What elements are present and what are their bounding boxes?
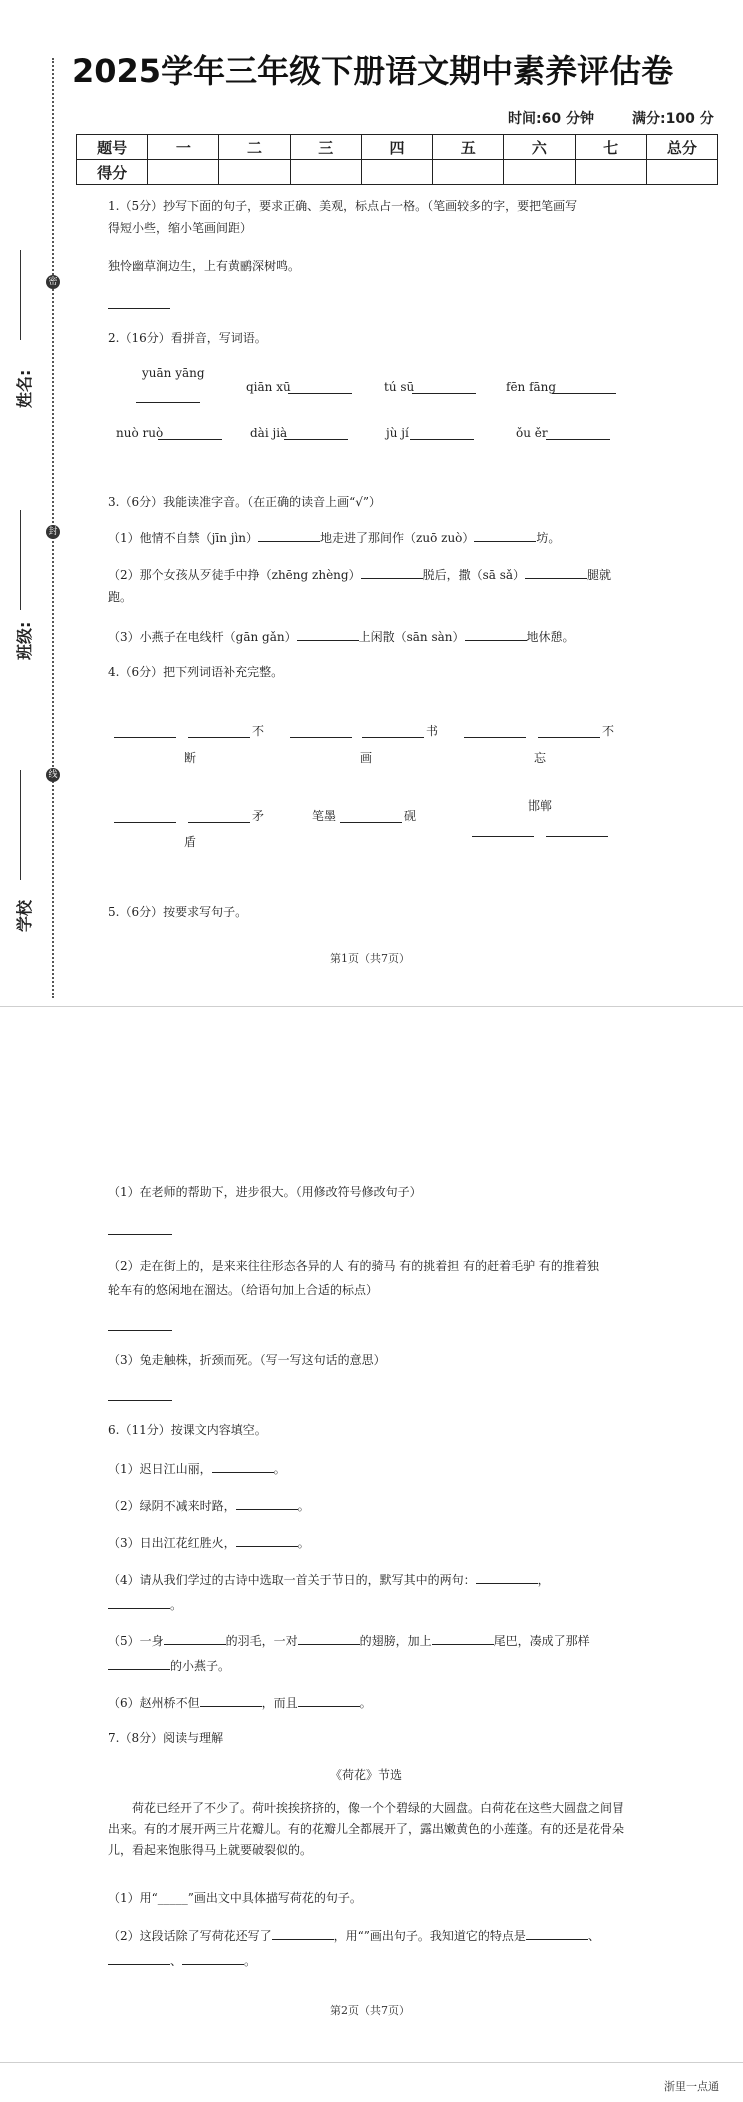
q7-passage-title: 《荷花》节选 [330, 1768, 403, 1782]
q6-item5-line2 [108, 1655, 230, 1676]
q6-answer-blank[interactable] [236, 1532, 298, 1547]
q4-blank[interactable] [114, 822, 176, 823]
q5-item-3: （3）兔走触株，折颈而死。（写一写这句话的意思） [108, 1353, 386, 1367]
name-line [20, 250, 21, 340]
q6-item5-e: 的小燕子。 [170, 1659, 231, 1673]
score-cell: 五 [433, 135, 504, 160]
q4-char: 断 [184, 751, 197, 765]
score-input-cell[interactable] [504, 160, 575, 185]
q6-item5-a: （5）一身 [108, 1634, 164, 1648]
q6-item-5 [108, 1630, 590, 1651]
q1-answer-line[interactable] [108, 308, 170, 309]
q2-answer-line[interactable] [158, 439, 222, 440]
q2-pinyin: dài jià [250, 426, 288, 440]
q6-item5-d: 尾巴，凑成了那样 [493, 1634, 590, 1648]
q2-answer-line[interactable] [288, 393, 352, 394]
q6-answer-blank[interactable] [476, 1569, 538, 1584]
q6-item1-text: （1）迟日江山丽， [108, 1462, 212, 1476]
q3-answer-blank[interactable] [474, 527, 536, 542]
q6-period: 。 [297, 1499, 310, 1513]
q4-blank[interactable] [362, 737, 424, 738]
q4-char: 砚 [404, 809, 417, 823]
q4-blank[interactable] [538, 737, 600, 738]
q4-char: 画 [360, 751, 373, 765]
q6-period: 。 [273, 1462, 286, 1476]
q4-char: 矛 [252, 809, 265, 823]
q4-handan: 邯郸 [528, 799, 553, 813]
q6-answer-blank[interactable] [432, 1630, 494, 1645]
score-table [76, 134, 718, 185]
score-input-cell[interactable] [148, 160, 219, 185]
q4-blank[interactable] [472, 836, 534, 837]
seal-mi: 密 [46, 275, 60, 289]
score-cell: 题号 [77, 135, 148, 160]
q2-prompt: 2.（16分）看拼音，写词语。 [108, 331, 267, 345]
q6-answer-blank[interactable] [164, 1630, 226, 1645]
score-cell: 七 [575, 135, 646, 160]
q3-item-1 [108, 527, 560, 548]
q3-item1-end: 坊。 [536, 531, 561, 545]
q2-pinyin: qiān xū [246, 380, 291, 394]
q4-char: 忘 [534, 751, 547, 765]
q2-pinyin: nuò ruò [116, 426, 164, 440]
q6-item6-a: （6）赵州桥不但 [108, 1696, 200, 1710]
score-cell: 总分 [646, 135, 717, 160]
q6-answer-blank[interactable] [108, 1594, 170, 1609]
q6-prompt: 6.（11分）按课文内容填空。 [108, 1423, 267, 1437]
q4-prompt: 4.（6分）把下列词语补充完整。 [108, 665, 284, 679]
score-cell: 六 [504, 135, 575, 160]
seal-xian: 线 [46, 768, 60, 782]
page-divider [0, 1006, 743, 1007]
q3-prompt: 3.（6分）我能读准字音。（在正确的读音上画“√”） [108, 495, 382, 509]
seal-feng: 封 [46, 525, 60, 539]
q7-item2-c: 、 [587, 1929, 600, 1943]
watermark-text: 浙里一点通 [664, 2080, 719, 2093]
q7-item2-b: ，用“”画出句子。我知道它的特点是 [333, 1929, 526, 1943]
q3-item-3 [108, 626, 575, 647]
q6-answer-blank[interactable] [108, 1655, 170, 1670]
q3-answer-blank[interactable] [297, 626, 359, 641]
q2-pinyin: ǒu ěr [516, 426, 548, 440]
q7-answer-blank[interactable] [272, 1925, 334, 1940]
name-label: 姓名: [15, 369, 34, 408]
q3-answer-blank[interactable] [361, 564, 423, 579]
q6-answer-blank[interactable] [298, 1692, 360, 1707]
q4-blank[interactable] [188, 822, 250, 823]
q6-item2-text: （2）绿阴不减来时路， [108, 1499, 236, 1513]
q6-answer-blank[interactable] [236, 1495, 298, 1510]
q4-blank[interactable] [464, 737, 526, 738]
q2-pinyin: jù jí [386, 426, 409, 440]
q5-answer-line[interactable] [108, 1330, 172, 1331]
q3-item3-end: 地休憩。 [526, 630, 575, 644]
q6-period: 。 [359, 1696, 372, 1710]
q4-blank[interactable] [546, 836, 608, 837]
q5-answer-line[interactable] [108, 1400, 172, 1401]
q2-pinyin: yuān yāng [142, 366, 205, 380]
q4-bimo: 笔墨 [312, 809, 337, 823]
page-divider [0, 2062, 743, 2063]
q4-char: 不 [602, 724, 615, 738]
q6-answer-blank[interactable] [212, 1458, 274, 1473]
q5-item-1: （1）在老师的帮助下，进步很大。（用修改符号修改句子） [108, 1185, 422, 1199]
score-cell: 二 [219, 135, 290, 160]
q6-answer-blank[interactable] [200, 1692, 262, 1707]
q6-item-3 [108, 1532, 310, 1553]
score-input-cell[interactable] [646, 160, 717, 185]
q3-item3-start: （3）小燕子在电线杆（gān gǎn） [108, 630, 297, 644]
q7-item-2 [108, 1925, 600, 1946]
q6-item3-text: （3）日出江花红胜火， [108, 1536, 236, 1550]
school-line [20, 770, 21, 880]
q6-item-6 [108, 1692, 372, 1713]
q2-answer-line[interactable] [284, 439, 348, 440]
q6-item-4 [108, 1569, 550, 1590]
score-cell: 得分 [77, 160, 148, 185]
score-input-cell[interactable] [361, 160, 432, 185]
score-cell: 三 [290, 135, 361, 160]
q7-passage: 荷花已经开了不少了。荷叶挨挨挤挤的，像一个个碧绿的大圆盘。白荷花在这些大圆盘之间冒出来。有的才展开两三片花瓣儿。有的花瓣儿全都展开了，露出嫩黄色的小莲蓬。有的还是花骨朵儿，看起来饱胀得马上就要破裂似的。 [108, 1801, 625, 1857]
q7-item-1: （1）用“_____”画出文中具体描写荷花的句子。 [108, 1891, 362, 1905]
q2-pinyin: fēn fāng [506, 380, 557, 394]
q6-item-1 [108, 1458, 286, 1479]
q3-item2-mid: 脱后，撒（sā sǎ） [422, 568, 526, 582]
q3-item3-mid: 上闲散（sān sàn） [358, 630, 465, 644]
q7-period: 。 [244, 1954, 257, 1968]
q7-item2-a: （2）这段话除了写荷花还写了 [108, 1929, 272, 1943]
q7-item2-line2 [108, 1950, 256, 1971]
q3-answer-blank[interactable] [465, 626, 527, 641]
page-number-2: 第2页（共7页） [330, 2004, 410, 2017]
q2-answer-line[interactable] [546, 439, 610, 440]
q7-answer-blank[interactable] [526, 1925, 588, 1940]
q2-pinyin: tú sū [384, 380, 415, 394]
q1-prompt-line2: 得短小些，缩小笔画间距） [108, 221, 253, 235]
q6-item5-b: 的羽毛，一对 [225, 1634, 298, 1648]
score-input-cell[interactable] [219, 160, 290, 185]
q4-char: 书 [426, 724, 439, 738]
q2-answer-line[interactable] [410, 439, 474, 440]
score-input-cell[interactable] [575, 160, 646, 185]
score-cell: 四 [361, 135, 432, 160]
score-input-cell[interactable] [433, 160, 504, 185]
full-score-label: 满分:100 分 [632, 111, 714, 127]
page-number-1: 第1页（共7页） [330, 952, 410, 965]
q4-char: 不 [252, 724, 265, 738]
q3-item-2 [108, 564, 611, 585]
q3-item2-start: （2）那个女孩从歹徒手中挣（zhēng zhèng） [108, 568, 361, 582]
q5-item2-line1: （2）走在街上的，是来来往往形态各异的人 有的骑马 有的挑着担 有的赶着毛驴 有的推着独 [108, 1259, 599, 1273]
q3-item1-mid: 地走进了那间作（zuō zuò） [320, 531, 475, 545]
class-line [20, 510, 21, 610]
q6-item5-c: 的翅膀，加上 [359, 1634, 432, 1648]
q7-item2-d: 、 [170, 1954, 183, 1968]
q5-answer-line[interactable] [108, 1234, 172, 1235]
q6-item4-line2 [108, 1594, 182, 1615]
score-cell: 一 [148, 135, 219, 160]
q4-char: 盾 [184, 835, 197, 849]
score-table-score-row [77, 160, 718, 185]
q3-answer-blank[interactable] [525, 564, 587, 579]
q1-sentence: 独怜幽草涧边生，上有黄鹂深树鸣。 [108, 259, 301, 273]
q1-prompt-line1: 1.（5分）抄写下面的句子，要求正确、美观，标点占一格。（笔画较多的字，要把笔画写 [108, 199, 578, 213]
q6-answer-blank[interactable] [298, 1630, 360, 1645]
score-input-cell[interactable] [290, 160, 361, 185]
q4-blank[interactable] [290, 737, 352, 738]
q7-answer-blank[interactable] [108, 1950, 170, 1965]
q6-period: 。 [297, 1536, 310, 1550]
q3-answer-blank[interactable] [258, 527, 320, 542]
q6-item-2 [108, 1495, 310, 1516]
q6-item6-b: ，而且 [261, 1696, 298, 1710]
q3-item2-end: 腿就 [587, 568, 612, 582]
class-label: 班级: [15, 621, 34, 660]
q4-blank[interactable] [114, 737, 176, 738]
q6-period: 。 [170, 1598, 183, 1612]
q3-item2-line2: 跑。 [108, 590, 133, 604]
q6-comma: ， [537, 1573, 550, 1587]
q5-item2-line2: 轮车有的悠闲地在溜达。（给语句加上合适的标点） [108, 1283, 379, 1297]
time-label: 时间:60 分钟 [508, 111, 594, 127]
q7-prompt: 7.（8分）阅读与理解 [108, 1731, 224, 1745]
q3-item1-start: （1）他情不自禁（jīn jìn） [108, 531, 259, 545]
q5-prompt: 5.（6分）按要求写句子。 [108, 905, 248, 919]
q6-item4-text: （4）请从我们学过的古诗中选取一首关于节日的，默写其中的两句： [108, 1573, 476, 1587]
q7-answer-blank[interactable] [182, 1950, 244, 1965]
q2-answer-line[interactable] [136, 402, 200, 403]
q2-answer-line[interactable] [552, 393, 616, 394]
q4-blank[interactable] [188, 737, 250, 738]
q2-answer-line[interactable] [412, 393, 476, 394]
score-table-header-row [77, 135, 718, 160]
q4-blank[interactable] [340, 822, 402, 823]
page-title: 2025学年三年级下册语文期中素养评估卷 [72, 52, 674, 90]
school-label: 学校 [15, 899, 34, 932]
